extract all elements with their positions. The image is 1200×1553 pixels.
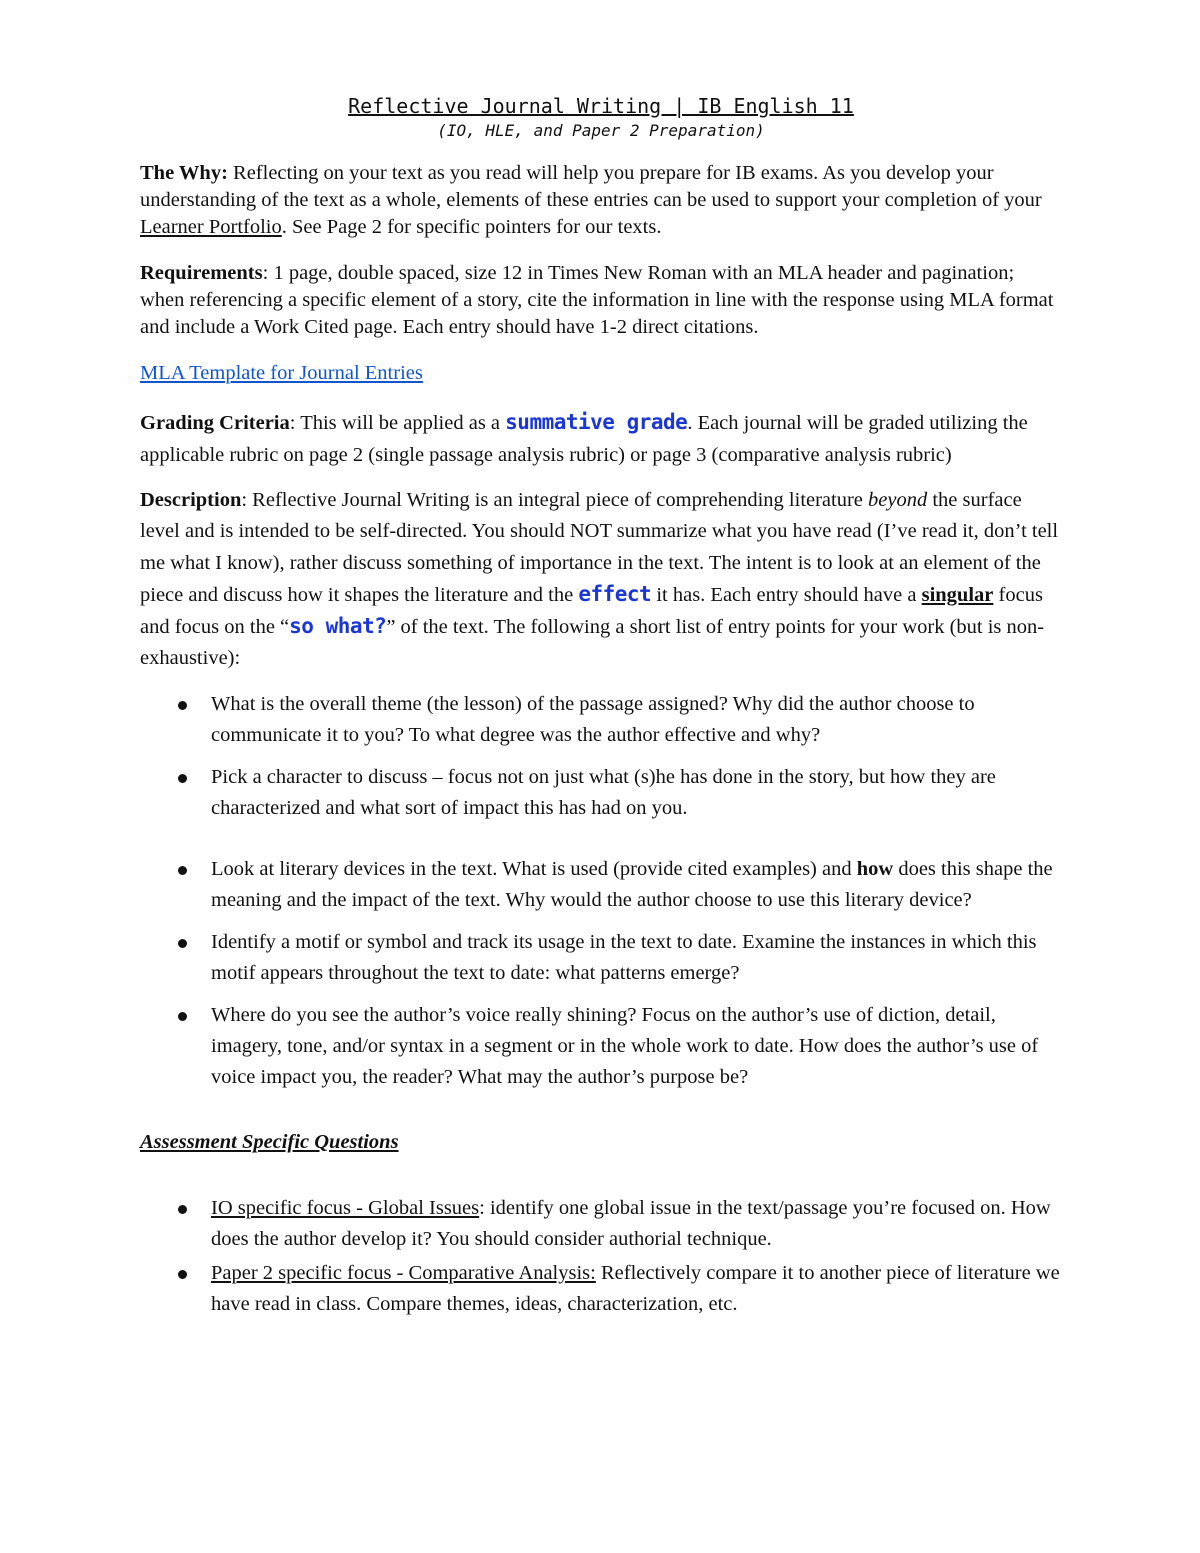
description-text-4: focus and focus on the “ xyxy=(140,583,1043,639)
why-text-2: . See Page 2 for specific pointers for our texts. xyxy=(281,216,662,238)
bullet-text: Identify a motif or symbol and track its usage in the text to date. Examine the instances in which this motif appears throughout the text to date: what patterns emerge? xyxy=(211,930,1037,984)
so-what-highlight: so what? xyxy=(289,614,387,639)
paper2-focus-text: Reflectively compare it to another piece of literature we have read in class. Compare themes, ideas, characterization, etc. xyxy=(211,1261,1060,1315)
description-paragraph xyxy=(140,485,1062,675)
description-label: Description xyxy=(140,489,242,511)
grading-label: Grading Criteria xyxy=(140,412,290,434)
description-text-1: : Reflective Journal Writing is an integral piece of comprehending literature xyxy=(241,489,869,511)
document-subtitle: (IO, HLE, and Paper 2 Preparation) xyxy=(437,121,765,140)
paper2-focus-link[interactable]: Paper 2 specific focus - Comparative Analysis: xyxy=(211,1261,596,1284)
io-focus-text: : identify one global issue in the text/passage you’re focused on. How does the author develop it? You should consider authorial technique. xyxy=(211,1196,1051,1250)
grading-text-2: . Each journal will be graded utilizing the applicable rubric on page 2 (single passage analysis rubric) or page 3 (comparative analysis rubric) xyxy=(140,412,1028,466)
bullet-icon xyxy=(178,1205,187,1214)
description-text-2: the surface level and is intended to be self-directed. You should NOT summarize what you have read (I’ve read it, don’t tell me what I know), rather discuss something of importance in the text. The intent is to look at an element of the piece and discuss how it shapes the literature and the xyxy=(140,489,1059,606)
mla-template-link[interactable]: MLA Template for Journal Entries xyxy=(140,362,423,384)
bullet-text: Pick a character to discuss – focus not on just what (s)he has done in the story, but how they are characterized and what sort of impact this has had on you. xyxy=(211,765,996,819)
template-paragraph xyxy=(140,360,1062,387)
bullet-text: Where do you see the author’s voice really shining? Focus on the author’s use of diction, detail, imagery, tone, and/or syntax in a segment or in the whole work to date. How does the author’s use of voice impact you, the reader? What may the author’s purpose be? xyxy=(211,1003,1039,1088)
assessment-list xyxy=(140,1193,1062,1320)
description-text-3: it has. Each entry should have a xyxy=(651,583,922,606)
requirements-label: Requirements xyxy=(140,262,263,284)
requirements-text: : 1 page, double spaced, size 12 in Times New Roman with an MLA header and pagination; when referencing a specific element of a story, cite the information in line with the response using MLA format and include a Work Cited page. Each entry should have 1-2 direct citations. xyxy=(140,262,1054,338)
singular-emphasis: singular xyxy=(921,583,994,606)
how-emphasis: how xyxy=(856,857,894,880)
why-text-1: Reflecting on your text as you read will help you prepare for IB exams. As you develop your understanding of the text as a whole, elements of these entries can be used to support your completion of your xyxy=(140,162,1042,211)
bullet-icon xyxy=(178,701,187,710)
requirements-paragraph xyxy=(140,260,1062,341)
list-item xyxy=(140,1193,1062,1255)
list-item xyxy=(140,762,1062,824)
beyond-emphasis: beyond xyxy=(868,489,928,511)
bullet-icon xyxy=(178,866,187,875)
list-item xyxy=(140,1000,1062,1093)
io-focus-link[interactable]: IO specific focus - Global Issues xyxy=(211,1196,480,1219)
list-item xyxy=(140,1258,1062,1320)
entry-points-list xyxy=(140,689,1062,1093)
bullet-text-a: Look at literary devices in the text. What is used (provide cited examples) and xyxy=(211,857,857,880)
bullet-text: What is the overall theme (the lesson) of the passage assigned? Why did the author choose to communicate it to you? To what degree was the author effective and why? xyxy=(211,692,975,746)
bullet-icon xyxy=(178,1270,187,1279)
bullet-icon xyxy=(178,774,187,783)
grading-text-1: : This will be applied as a xyxy=(289,412,506,434)
bullet-icon xyxy=(178,1012,187,1021)
grading-paragraph xyxy=(140,406,1062,471)
bullet-icon xyxy=(178,939,187,948)
assessment-heading: Assessment Specific Questions xyxy=(140,1130,399,1153)
list-item xyxy=(140,854,1062,916)
learner-portfolio-link[interactable]: Learner Portfolio xyxy=(140,216,282,238)
list-item xyxy=(140,689,1062,751)
why-paragraph xyxy=(140,160,1062,241)
document-title: Reflective Journal Writing | IB English 11 xyxy=(348,94,854,118)
list-item xyxy=(140,927,1062,989)
summative-grade-highlight: summative grade xyxy=(505,410,688,434)
effect-highlight: effect xyxy=(578,581,652,606)
document-page xyxy=(140,92,1062,1320)
bullet-text-b: does this shape the meaning and the impact of the text. Why would the author choose to use this literary device? xyxy=(211,857,1053,911)
description-text-5: ” of the text. The following a short list of entry points for your work (but is non-exhaustive): xyxy=(140,616,1045,670)
why-label: The Why: xyxy=(140,162,228,184)
